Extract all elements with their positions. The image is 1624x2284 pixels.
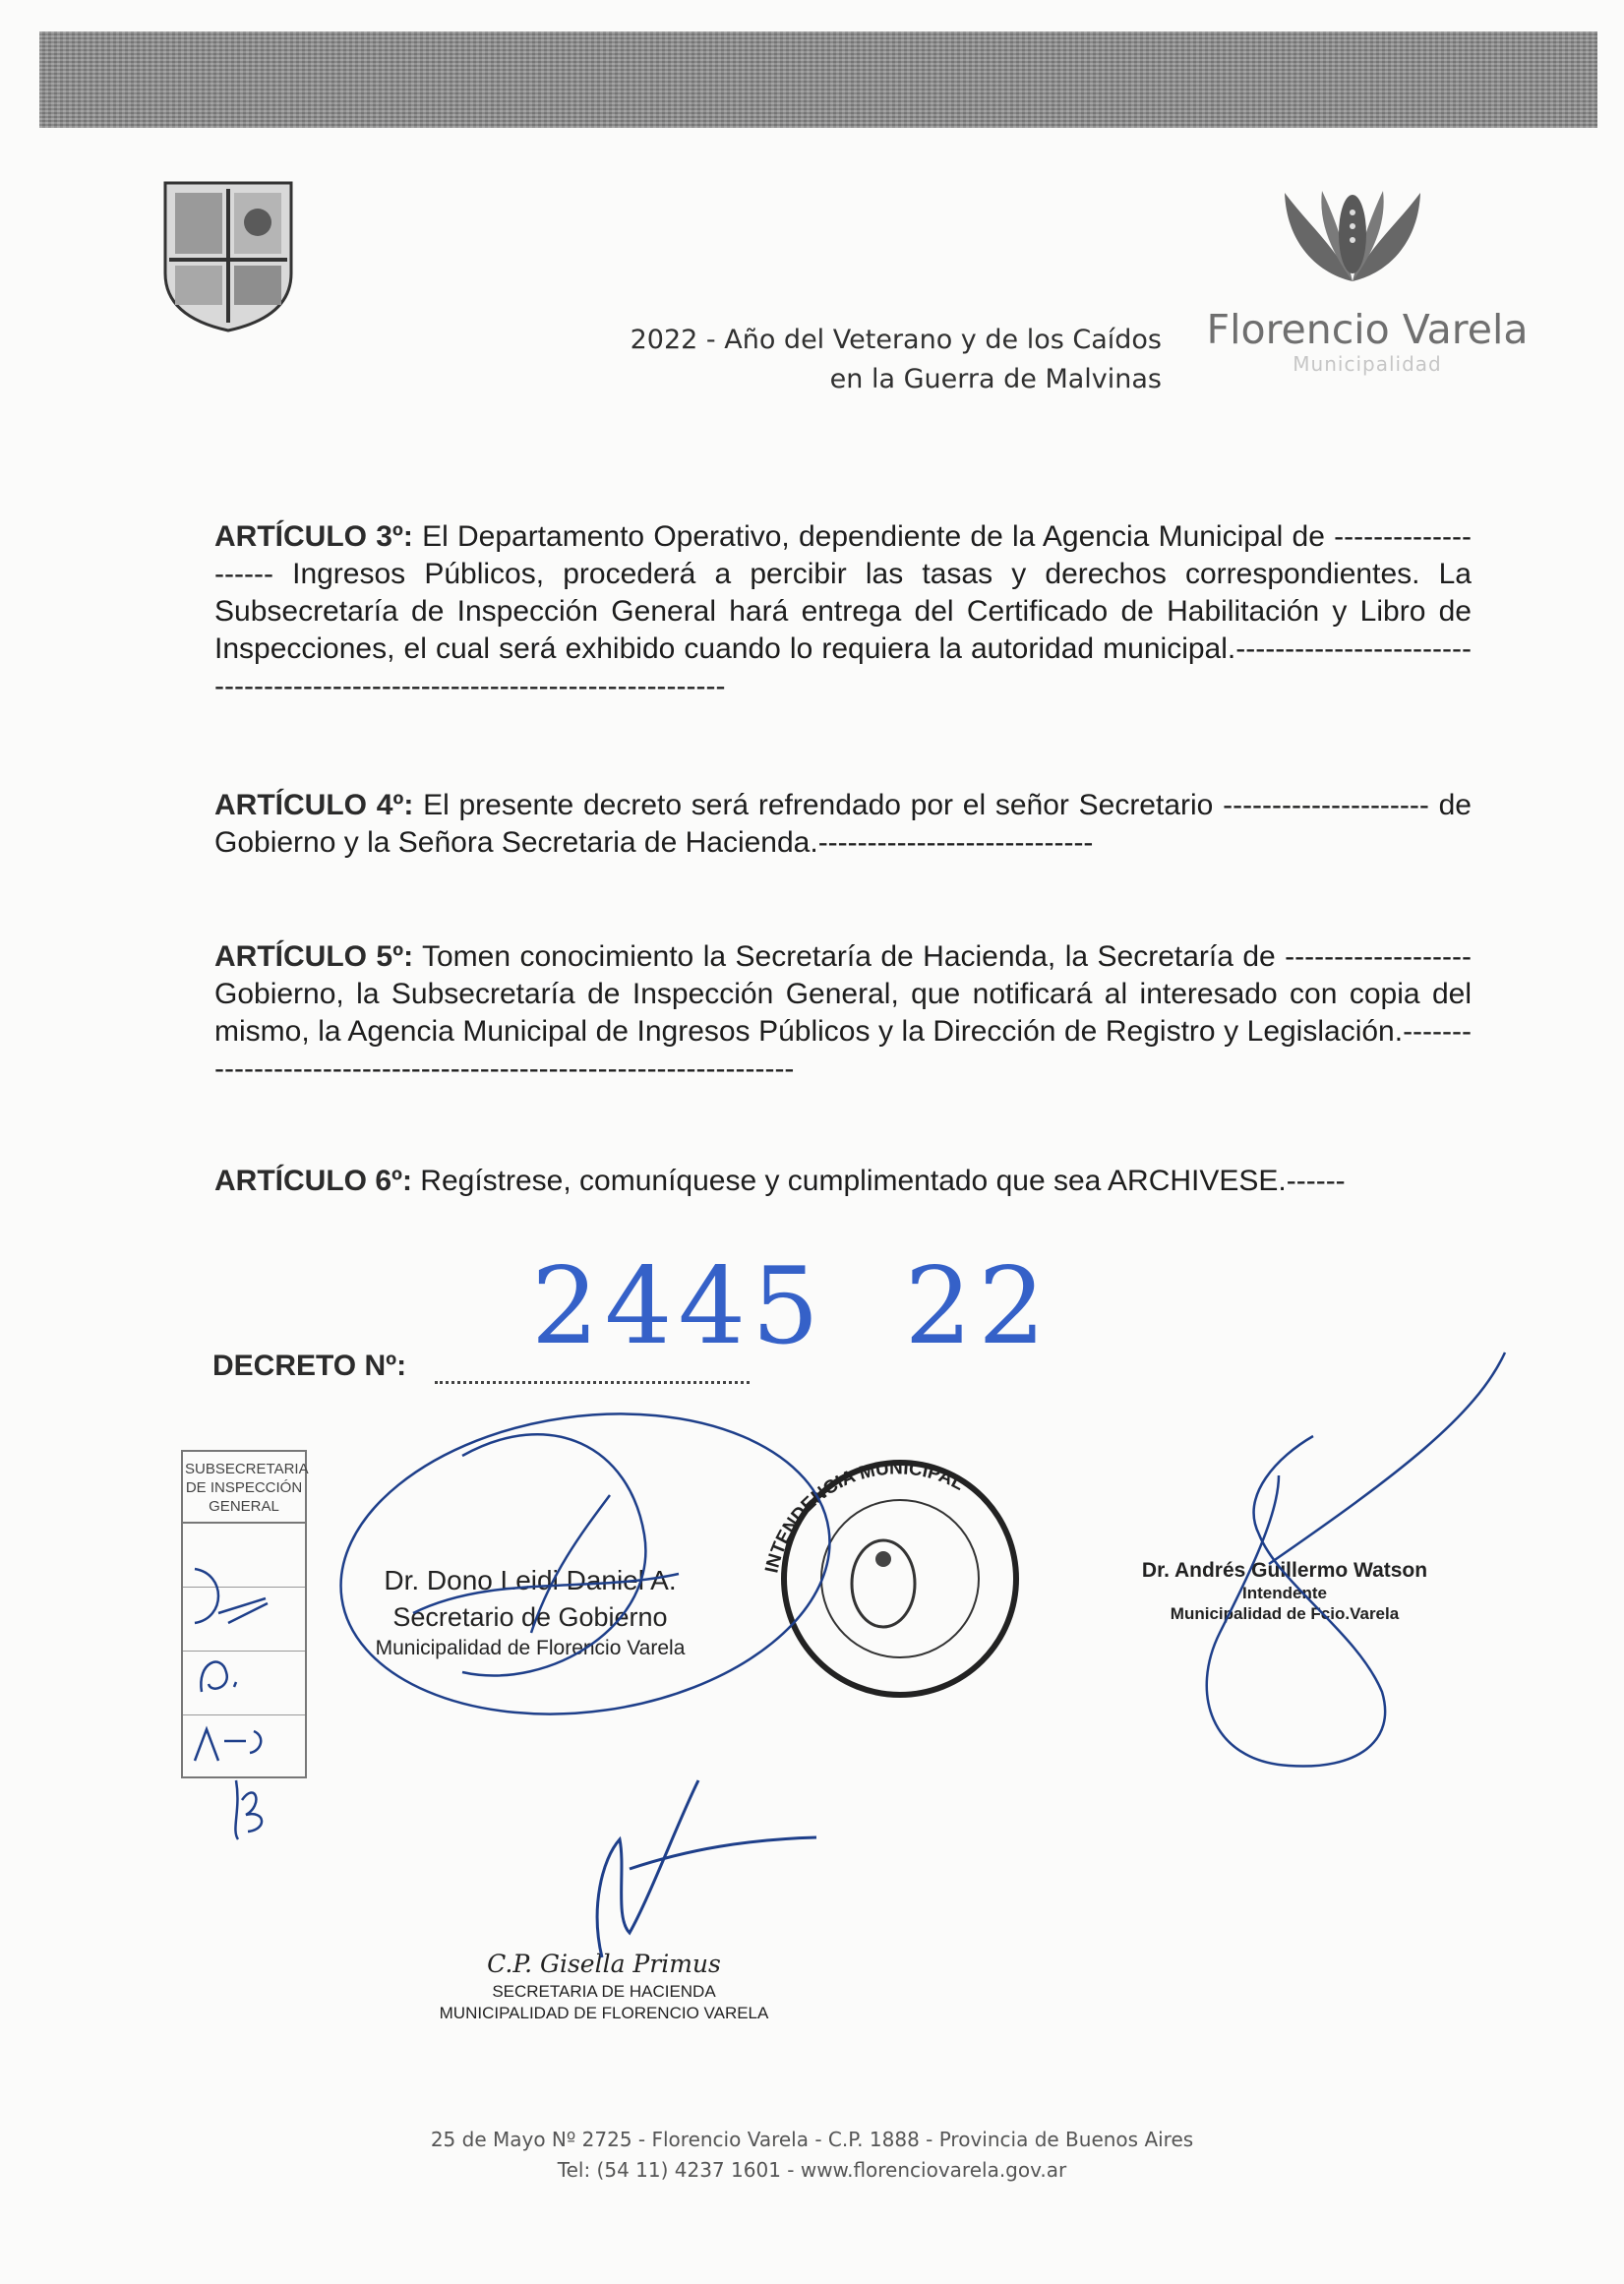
- article-text: Regístrese, comuníquese y cumplimentado que sea ARCHIVESE.------: [411, 1165, 1346, 1197]
- signatory-title: SECRETARIA DE HACIENDA: [492, 1982, 716, 2001]
- footer-address: 25 de Mayo Nº 2725 - Florencio Varela - C.P. 1888 - Provincia de Buenos Aires: [430, 2128, 1194, 2151]
- signature-block-secretaria-hacienda: [417, 1948, 791, 2024]
- page-footer: [0, 2125, 1624, 2186]
- svg-text:INTENDENCIA MUNICIPAL: [761, 1458, 967, 1575]
- municipal-shield-logo: [161, 179, 295, 334]
- initials-row: [183, 1715, 305, 1778]
- signatory-title: Intendente: [1242, 1584, 1327, 1602]
- year-motto: [631, 321, 1162, 399]
- article-3: [214, 518, 1472, 705]
- motto-line-1: 2022 - Año del Veterano y de los Caídos: [630, 325, 1162, 355]
- article-4: [214, 787, 1472, 862]
- signature-block-intendente: [1117, 1558, 1452, 1625]
- brand-name: Florencio Varela: [1206, 306, 1529, 353]
- decree-number-stamp: 2445 22: [531, 1245, 1052, 1368]
- initials-control-box: [181, 1450, 307, 1778]
- article-5: [214, 938, 1472, 1088]
- stamp-text: INTENDENCIA MUNICIPAL: [761, 1458, 968, 1576]
- signature-primus-ink: [597, 1780, 816, 1957]
- brand-subtitle: Municipalidad: [1293, 352, 1442, 376]
- article-label: ARTÍCULO 5º:: [214, 940, 414, 973]
- article-text: Tomen conocimiento la Secretaría de Hacienda, la Secretaría de ------------------- Gobierno, la Subsecretaría de Inspección General, que notificará al interesado con copia del mismo, la Agencia Municipal de Ingresos Públicos y la Dirección de Registro y Legislación.------------------------------------------------------------------: [214, 940, 1472, 1085]
- signatory-name: Dr. Dono Leidi Daniel A.: [384, 1565, 677, 1595]
- motto-line-2: en la Guerra de Malvinas: [829, 364, 1162, 394]
- signatory-org: MUNICIPALIDAD DE FLORENCIO VARELA: [439, 2004, 769, 2022]
- brand-block: [1200, 307, 1534, 376]
- article-text: El Departamento Operativo, dependiente de la Agencia Municipal de -------------------- Ingresos Públicos, procederá a percibir las tasas y derechos correspondientes. La Subsecretaría de Inspección General hará entrega del Certificado de Habilitación y Libro de Inspecciones, el cual será exhibido cuando lo requiera la autoridad municipal.----------------------------------------------------------------------------: [214, 520, 1473, 702]
- signatory-title: Secretario de Gobierno: [392, 1602, 668, 1632]
- signatory-name: Dr. Andrés Guillermo Watson: [1141, 1559, 1428, 1582]
- signature-block-secretario-gobierno: [348, 1562, 712, 1662]
- article-label: ARTÍCULO 6º:: [214, 1165, 412, 1197]
- article-6: [214, 1163, 1472, 1200]
- initials-row: [183, 1524, 305, 1588]
- initials-row: [183, 1588, 305, 1652]
- scan-header-bar: [39, 31, 1597, 128]
- signatory-org: Municipalidad de Florencio Varela: [375, 1637, 686, 1659]
- decree-label: DECRETO Nº:: [212, 1350, 407, 1382]
- initials-box-header: SUBSECRETARIA DE INSPECCIÓN GENERAL: [183, 1452, 305, 1524]
- florencio-varela-flower-logo: [1279, 185, 1426, 285]
- article-label: ARTÍCULO 3º:: [214, 520, 413, 553]
- footer-contact: Tel: (54 11) 4237 1601 - www.florenciovarela.gov.ar: [557, 2158, 1067, 2182]
- signatory-org: Municipalidad de Fcio.Varela: [1170, 1604, 1400, 1623]
- official-seal-stamp: [761, 1458, 1016, 1695]
- initials-row: [183, 1652, 305, 1715]
- signatory-name: C.P. Gisella Primus: [487, 1950, 721, 1978]
- article-label: ARTÍCULO 4º:: [214, 789, 414, 821]
- article-text: El presente decreto será refrendado por el señor Secretario --------------------- de Gobierno y la Señora Secretaria de Hacienda.----------------------------: [214, 789, 1472, 859]
